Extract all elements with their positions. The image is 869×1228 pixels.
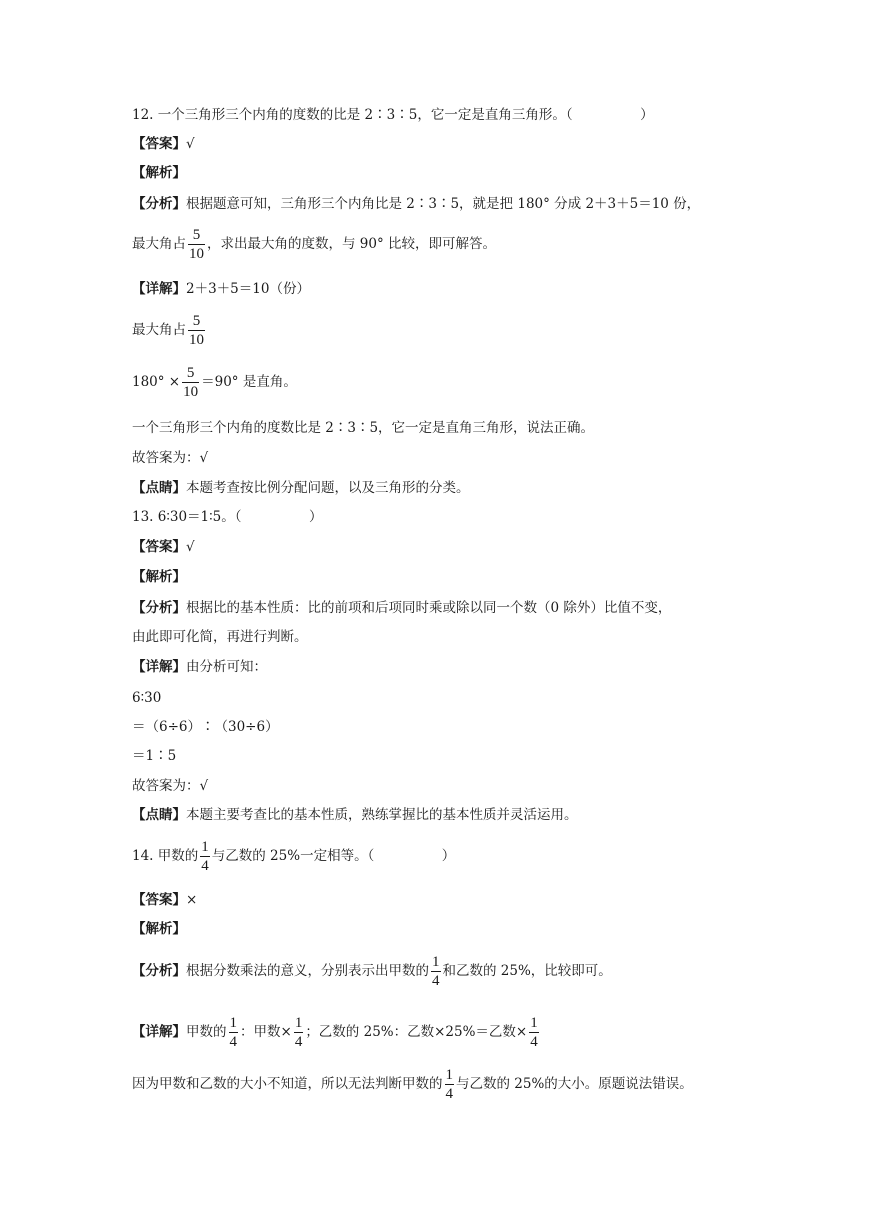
fenxi-tag: 【分析】: [132, 196, 186, 212]
fraction: [188, 226, 205, 263]
q12-final: 故答案为：√: [132, 450, 209, 466]
xiangjie-text: 2＋3＋5＝10（份）: [186, 281, 310, 297]
fraction: [188, 312, 205, 349]
fraction: [182, 364, 199, 401]
xiangjie-tag: 【详解】: [132, 659, 186, 675]
q14-xiangjie: [132, 1014, 541, 1051]
q13-fenxi-2: 由此即可化简，再进行判断。: [132, 629, 308, 645]
fenxi-text: 最大角占: [132, 236, 186, 252]
text: 因为甲数和乙数的大小不知道，所以无法判断甲数的: [132, 1076, 443, 1092]
fraction-numerator: 1: [432, 954, 440, 970]
fraction-numerator: 1: [201, 839, 209, 855]
text: 14. 甲数的: [132, 848, 199, 864]
fraction-numerator: 1: [530, 1015, 538, 1031]
q14-reason: [132, 1066, 693, 1103]
q13-final: 故答案为：√: [132, 778, 209, 794]
q13-dianjing: [132, 805, 578, 825]
fraction-denominator: 4: [445, 1086, 453, 1102]
dianjing-text: 本题主要考查比的基本性质，熟练掌握比的基本性质并灵活运用。: [186, 807, 578, 823]
fenxi-text: ，求出最大角的度数，与 90° 比较，即可解答。: [207, 236, 497, 252]
q12-dianjing: [132, 478, 470, 498]
fenxi-text: 根据题意可知，三角形三个内角比是 2∶3∶5，就是把 180° 分成 2＋3＋5＝10 份，: [186, 196, 701, 212]
fraction-numerator: 5: [186, 365, 195, 381]
fraction-numerator: 1: [445, 1067, 453, 1083]
q13-step1: 6∶30: [132, 690, 162, 706]
q12-stem: 12. 一个三角形三个内角的度数的比是 2∶3∶5，它一定是直角三角形。（ ）: [132, 107, 654, 123]
fraction-numerator: 5: [192, 313, 201, 329]
fenxi-text: 根据分数乘法的意义，分别表示出甲数的: [186, 963, 429, 979]
q13-stem: 13. 6∶30＝1∶5。（ ）: [132, 509, 323, 525]
q12-fenxi-1: [132, 194, 700, 214]
fraction: [529, 1014, 539, 1051]
analysis-tag: 【解析】: [132, 569, 186, 585]
q13-analysis-tag: [132, 567, 186, 587]
q12-conclusion: 一个三角形三个内角的度数比是 2∶3∶5，它一定是直角三角形，说法正确。: [132, 420, 595, 436]
q13-fenxi-1: [132, 598, 671, 618]
fenxi-text: 和乙数的 25%，比较即可。: [442, 963, 612, 979]
fraction: [431, 953, 441, 990]
fraction-denominator: 10: [189, 332, 204, 348]
fraction: [445, 1066, 455, 1103]
q14-analysis-tag: [132, 919, 186, 939]
text: ；乙数的 25%：乙数×25%＝乙数×: [305, 1024, 528, 1040]
xiangjie-tag: 【详解】: [132, 1024, 186, 1040]
text: 180° ×: [132, 374, 181, 390]
analysis-tag: 【解析】: [132, 921, 186, 937]
fraction-denominator: 4: [294, 1034, 303, 1050]
answer-value: √: [186, 136, 195, 152]
q14-answer: [132, 890, 197, 910]
fraction-numerator: 1: [294, 1015, 303, 1031]
text: 甲数的: [186, 1024, 227, 1040]
q13-answer: [132, 537, 195, 557]
fraction-denominator: 4: [530, 1034, 538, 1050]
fraction-denominator: 4: [229, 1034, 237, 1050]
q12-answer: [132, 134, 195, 154]
fraction: [200, 838, 210, 875]
q13-xiangjie: [132, 657, 267, 677]
text: 与乙数的 25%一定相等。（ ）: [211, 848, 456, 864]
text: 最大角占: [132, 322, 186, 338]
text: ：甲数×: [240, 1024, 292, 1040]
fraction-numerator: 5: [192, 227, 201, 243]
fraction-denominator: 4: [201, 858, 209, 874]
q14-fenxi: [132, 953, 612, 990]
q13-step2: ＝（6÷6）∶（30÷6）: [132, 719, 279, 735]
q12-fenxi-2: [132, 226, 496, 263]
q12-analysis-tag: [132, 163, 186, 183]
answer-tag: 【答案】: [132, 892, 186, 908]
dianjing-tag: 【点睛】: [132, 480, 186, 496]
q13-step3: ＝1∶5: [132, 748, 177, 764]
answer-value: ×: [186, 892, 198, 908]
answer-tag: 【答案】: [132, 539, 186, 555]
q12-xiangjie: [132, 279, 310, 299]
text: ＝90° 是直角。: [201, 374, 297, 390]
dianjing-text: 本题考查按比例分配问题，以及三角形的分类。: [186, 480, 470, 496]
fraction-denominator: 4: [432, 973, 440, 989]
fenxi-tag: 【分析】: [132, 963, 186, 979]
text: 与乙数的 25%的大小。原题说法错误。: [456, 1076, 693, 1092]
fraction: [294, 1014, 304, 1051]
q12-max-angle: [132, 312, 207, 349]
fenxi-text: 根据比的基本性质：比的前项和后项同时乘或除以同一个数（0 除外）比值不变，: [186, 600, 672, 616]
fraction-denominator: 10: [189, 246, 204, 262]
fenxi-tag: 【分析】: [132, 600, 186, 616]
answer-value: √: [186, 539, 195, 555]
analysis-tag: 【解析】: [132, 165, 186, 181]
dianjing-tag: 【点睛】: [132, 807, 186, 823]
fraction: [229, 1014, 239, 1051]
q12-calc: [132, 364, 297, 401]
answer-tag: 【答案】: [132, 136, 186, 152]
xiangjie-text: 由分析可知：: [186, 659, 267, 675]
fraction-numerator: 1: [229, 1015, 237, 1031]
q14-stem: [132, 838, 455, 875]
xiangjie-tag: 【详解】: [132, 281, 186, 297]
fraction-denominator: 10: [183, 384, 199, 400]
